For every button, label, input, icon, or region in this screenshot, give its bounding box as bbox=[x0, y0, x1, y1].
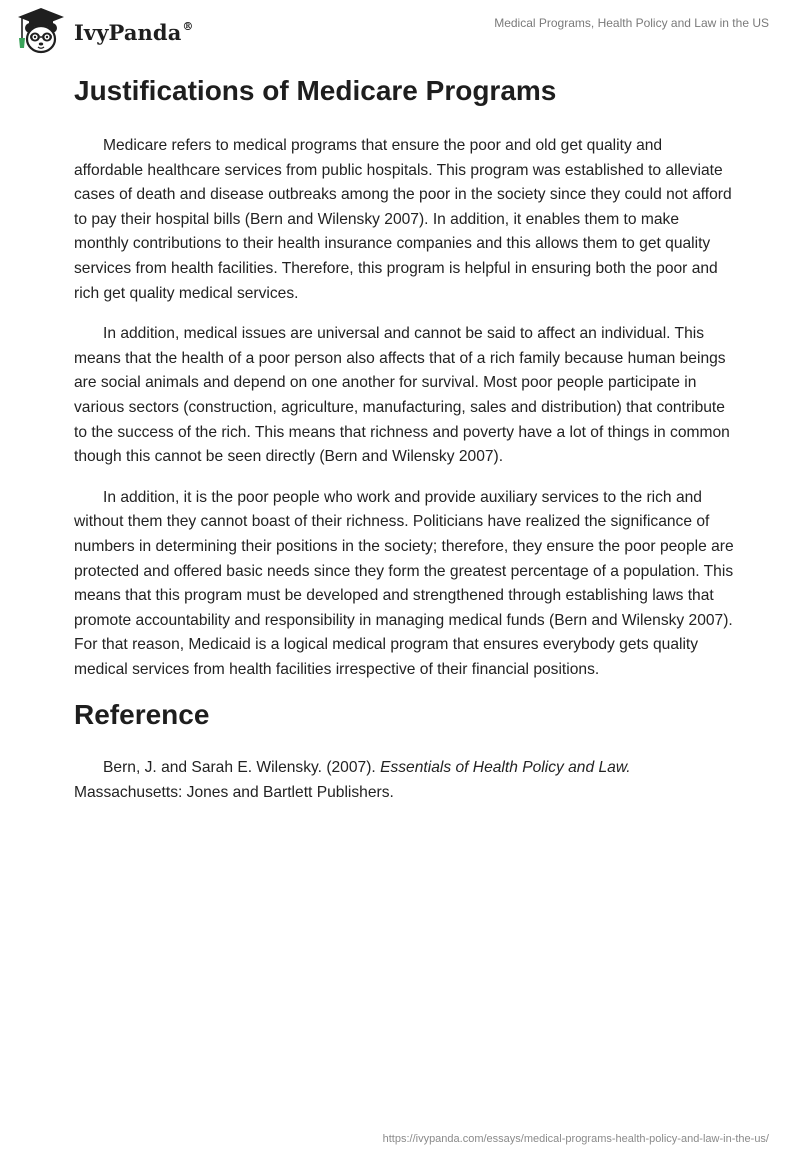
reference-section bbox=[74, 698, 734, 805]
article-heading: Justifications of Medicare Programs bbox=[74, 75, 557, 106]
article-paragraph: In addition, medical issues are universal and cannot be said to affect an individual. This means that the health of a poor person also affects that of a rich family because human beings are social animals and depend on one another for survival. Most poor people participate in various sectors (construction, agriculture, manufacturing, sales and distribution) that contribute to the success of the rich. This means that richness and poverty have a lot of things in common though this cannot be seen directly (Bern and Wilensky 2007). bbox=[74, 325, 730, 466]
article-paragraph: In addition, it is the poor people who work and provide auxiliary services to the rich and without them they cannot boast of their richness. Politicians have realized the significance of numbers in determining their positions in the society; therefore, they ensure the poor people are protected and offered basic needs since they form the greatest percentage of a population. This means that this program must be developed and strengthened through establishing laws that promote accountability and responsibility in managing medical funds (Bern and Wilensky 2007). For that reason, Medicaid is a logical medical program that ensures everybody gets quality medical services from health facilities irrespective of their financial positions. bbox=[74, 488, 734, 678]
document-title: Medical Programs, Health Policy and Law in the US bbox=[494, 16, 769, 30]
reference-book-title: Essentials of Health Policy and Law. bbox=[380, 759, 631, 777]
brand-name-text: IvyPanda bbox=[74, 19, 182, 45]
panda-graduate-icon bbox=[14, 6, 68, 56]
ivypanda-logo[interactable] bbox=[14, 6, 194, 56]
article-content bbox=[74, 74, 734, 806]
brand-name bbox=[74, 20, 194, 45]
source-url[interactable]: https://ivypanda.com/essays/medical-programs-health-policy-and-law-in-the-us/ bbox=[382, 1133, 769, 1145]
reference-heading: Reference bbox=[74, 699, 210, 731]
reference-entry bbox=[74, 756, 734, 805]
reference-publisher: Massachusetts: Jones and Bartlett Publishers. bbox=[74, 784, 394, 802]
registered-mark: ® bbox=[182, 19, 194, 33]
reference-authors: Bern, J. and Sarah E. Wilensky. (2007). bbox=[103, 759, 381, 777]
article-paragraph: Medicare refers to medical programs that ensure the poor and old get quality and affordable healthcare services from public hospitals. This program was established to alleviate cases of death and disease outbreaks among the poor in the society since they could not afford to pay their hospital bills (Bern and Wilensky 2007). In addition, it enables them to make monthly contributions to their health insurance companies and this allows them to get quality services from health facilities. Therefore, this program is helpful in ensuring both the poor and rich get quality medical services. bbox=[74, 137, 732, 302]
page-header bbox=[0, 0, 800, 64]
